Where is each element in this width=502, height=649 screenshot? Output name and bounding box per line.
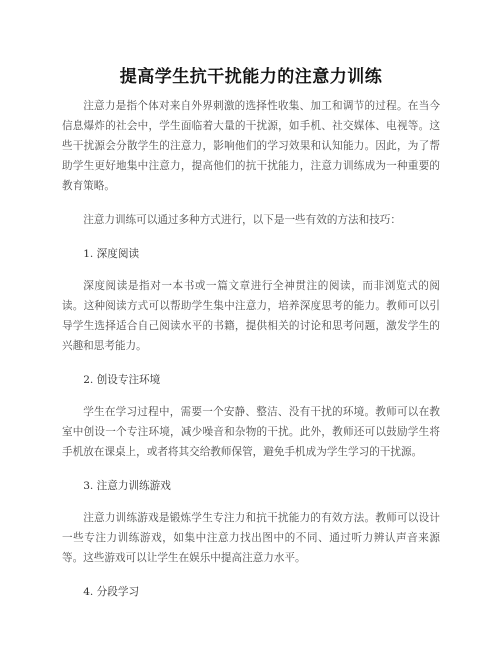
section-heading-4: 4. 分段学习 bbox=[83, 586, 140, 598]
section-heading-3: 3. 注意力训练游戏 bbox=[83, 480, 171, 492]
section-heading-1: 1. 深度阅读 bbox=[83, 248, 140, 260]
intro-paragraph-1: 注意力是指个体对来自外界刺激的选择性收集、加工和调节的过程。在当今信息爆炸的社会中，学生面临着大量的干扰源，如手机、社交媒体、电视等。这些干扰源会分散学生的注意力，影响他们的学习效果和认知能力。因此，为了帮助学生更好地集中注意力，提高他们的抗干扰能力，注意力训练成为一种重要的教育策略。 bbox=[62, 100, 440, 192]
intro-paragraph-2: 注意力训练可以通过多种方式进行，以下是一些有效的方法和技巧： bbox=[83, 214, 401, 226]
section-body-1: 深度阅读是指对一本书或一篇文章进行全神贯注的阅读，而非浏览式的阅读。这种阅读方式可以帮助学生集中注意力，培养深度思考的能力。教师可以引导学生选择适合自己阅读水平的书籍，提供相关的讨论和思考问题，激发学生的兴趣和思考能力。 bbox=[62, 280, 440, 352]
section-body-2: 学生在学习过程中，需要一个安静、整洁、没有干扰的环境。教师可以在教室中创设一个专注环境，减少噪音和杂物的干扰。此外，教师还可以鼓励学生将手机放在课桌上，或者将其交给教师保管，避免手机成为学生学习的干扰源。 bbox=[62, 406, 440, 458]
document-body bbox=[62, 96, 440, 614]
section-heading-2: 2. 创设专注环境 bbox=[83, 374, 161, 386]
section-body-3: 注意力训练游戏是锻炼学生专注力和抗干扰能力的有效方法。教师可以设计一些专注力训练游戏，如集中注意力找出图中的不同、通过听力辨认声音来源等。这些游戏可以让学生在娱乐中提高注意力水平。 bbox=[62, 512, 440, 564]
document-title: 提高学生抗干扰能力的注意力训练 bbox=[119, 67, 383, 87]
